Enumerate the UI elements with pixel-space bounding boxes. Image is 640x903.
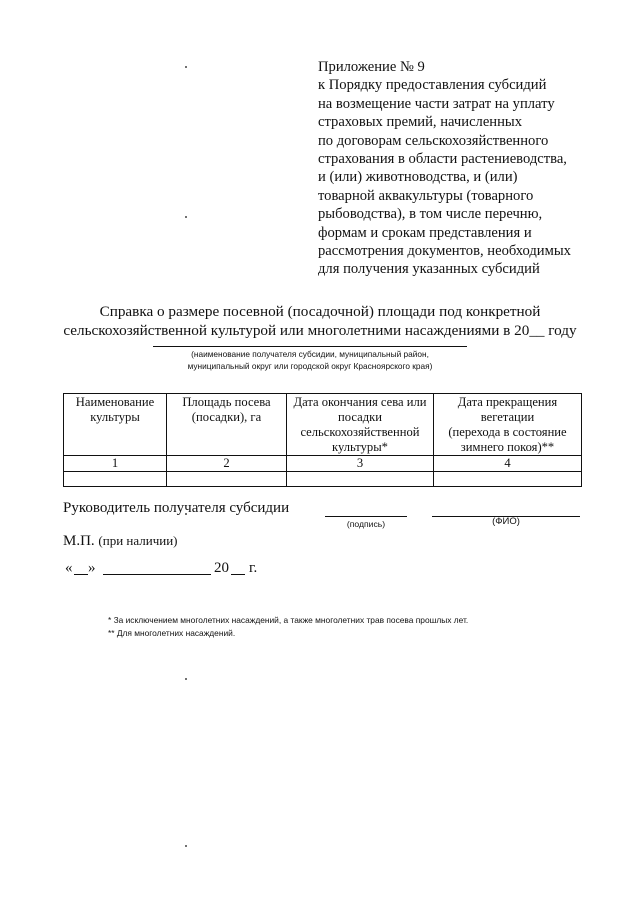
full-name-caption: (ФИО) [492, 516, 520, 527]
header-cell-vegetation-end-date [434, 394, 582, 456]
document-title [0, 302, 640, 340]
seal-label [63, 533, 177, 550]
signature-line[interactable] [325, 516, 407, 517]
appendix-line: формам и срокам представления и [318, 224, 532, 241]
date-open-quote: « [65, 560, 73, 576]
header-text: (перехода в состояние [448, 425, 567, 439]
date-close-quote: » [88, 560, 96, 576]
table-header-row [64, 394, 582, 456]
date-year-suffix: г. [249, 560, 258, 576]
date-year-prefix: 20 [214, 560, 229, 576]
recipient-name-line[interactable] [153, 346, 467, 347]
signature-caption: (подпись) [346, 519, 386, 529]
caption-line: муниципальный округ или городской округ Красноярского края) [187, 361, 433, 371]
header-text: Дата окончания сева или [293, 395, 427, 409]
footnote: ** Для многолетних насаждений. [108, 627, 236, 638]
appendix-line: на возмещение части затрат на уплату [318, 95, 555, 112]
caption-line: (наименование получателя субсидии, муниципальный район, [191, 349, 429, 359]
header-text: сельскохозяйственной [300, 425, 420, 439]
appendix-line: Приложение № 9 [318, 59, 425, 75]
footnotes [108, 614, 468, 639]
title-line: Справка о размере посевной (посадочной) площади под конкретной [99, 303, 541, 320]
header-text: Площадь посева [182, 395, 271, 409]
table-cell[interactable] [167, 472, 287, 487]
header-text: Дата прекращения [457, 395, 558, 409]
scan-speck [185, 678, 187, 680]
date-day-line[interactable] [74, 574, 88, 575]
crop-area-table [63, 393, 582, 487]
column-number: 3 [287, 456, 434, 472]
header-text: посадки [338, 410, 382, 424]
header-text: культуры [90, 410, 140, 424]
appendix-line: страховых премий, начисленных [318, 114, 523, 131]
footnote: * За исключением многолетних насаждений, а также многолетних трав посева прошлых лет. [108, 615, 469, 625]
header-text: (посадки), га [191, 410, 262, 424]
appendix-line: для получения указанных субсидий [318, 261, 540, 278]
header-text: вегетации [480, 410, 535, 424]
header-cell-sown-area [167, 394, 287, 456]
header-cell-sowing-end-date [287, 394, 434, 456]
appendix-line: товарной аквакультуры (товарного [318, 187, 534, 204]
scan-speck [185, 845, 187, 847]
column-number: 1 [64, 456, 167, 472]
header-text: культуры* [332, 440, 388, 454]
scan-speck [185, 216, 187, 218]
seal-label-main: М.П. [63, 533, 95, 549]
table-row [64, 472, 582, 487]
appendix-line: рассмотрения документов, необходимых [318, 243, 571, 260]
table-cell[interactable] [434, 472, 582, 487]
header-text: зимнего покоя)** [460, 440, 555, 454]
title-line: сельскохозяйственной культурой или многолетними насаждениями в 20__ году [63, 322, 577, 339]
head-of-recipient-label: Руководитель получателя субсидии [63, 500, 290, 516]
date-month-line[interactable] [103, 574, 211, 575]
column-number: 2 [167, 456, 287, 472]
seal-label-note: (при наличии) [98, 533, 178, 548]
recipient-caption [150, 348, 470, 372]
table-cell[interactable] [64, 472, 167, 487]
appendix-line: рыбоводства), в том числе перечню, [318, 206, 543, 223]
column-number: 4 [434, 456, 582, 472]
appendix-line: по договорам сельскохозяйственного [318, 132, 549, 149]
header-cell-crop-name [64, 394, 167, 456]
table-number-row [64, 456, 582, 472]
scan-speck [185, 66, 187, 68]
table-cell[interactable] [287, 472, 434, 487]
appendix-line: и (или) животноводства, и (или) [318, 169, 518, 186]
appendix-header [318, 58, 618, 279]
date-year-line[interactable] [231, 574, 245, 575]
appendix-line: страхования в области растениеводства, [318, 151, 567, 168]
header-text: Наименование [75, 395, 155, 409]
appendix-line: к Порядку предоставления субсидий [318, 77, 547, 94]
